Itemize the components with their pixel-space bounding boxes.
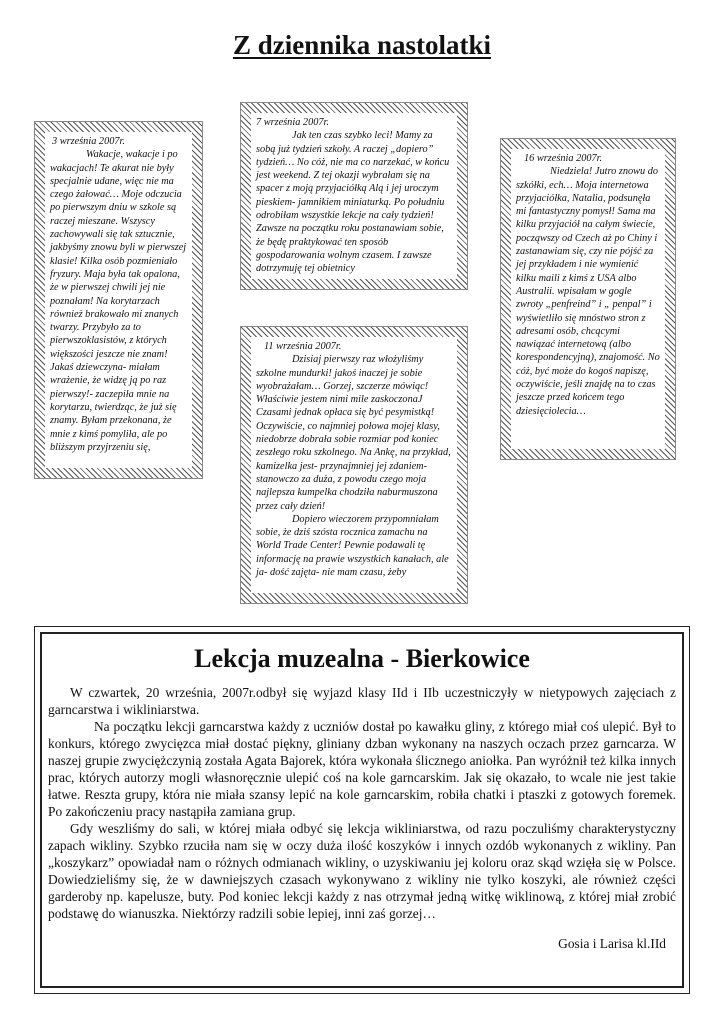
article-title: Lekcja muzealna - Bierkowice — [194, 644, 530, 673]
article-box — [34, 626, 690, 994]
diary-entry-sep-11 — [240, 326, 468, 604]
diary-entry-sep-16 — [500, 138, 676, 460]
diary-date: 3 września 2007r. — [52, 136, 125, 147]
diary-text: Niedziela! Jutro znowu do szkółki, ech… Moja internetowa przyjaciółka, Natalia, podsunęła mi fantastyczny pomysł! Sama ma kilku przyjaciół na całym świecie, począwszy od Czech aż po Chiny i zastanawiam się, czy nie pójść za jej przykładem i nie wymienić kilku maili z kimś z USA albo Australii. wpisałam w gogle zwroty „penfreind” i „ penpal” i wyświetliło się mnóstwo stron z adresami osób, chcącymi nawiązać internetową (albo korespondencyjną), znajomość. No cóż, być może do kogoś napiszę, oczywiście, jeśli znajdę na to czas jeszcze przed końcem tego dziesięciolecia… — [516, 166, 660, 417]
diary-date: 11 września 2007r. — [264, 341, 342, 352]
diary-text: Jak ten czas szybko leci! Mamy za sobą już tydzień szkoły. A raczej „dopiero” tydzień… No cóż, nie ma co narzekać, w końcu jest weekend. Z tej okazji wybrałam się na spacer z moją przyjaciółką Alą i jej uroczym pieskiem- jamnikiem miniaturką. Po południu odrobiłam wszystkie lekcje na cały tydzień! Zawsze na początku roku postanawiam sobie, że będę praktykować ten sposób gospodarowania wolnym czasem. I zawsze dotrzymuję tej obietnicy — [256, 130, 450, 275]
diary-text: Wakacje, wakacje i po wakacjach! Te akurat nie były specjalnie udane, więc nie ma czego żałować… Moje odczucia po pierwszym dniu w szkole są raczej mieszane. Wszyscy zachowywali się tak sztucznie, jakbyśmy znowu byli w pierwszej klasie! Kilka osób pozmieniało fryzury. Maja była tak opalona, że w pierwszej chwili jej nie poznałam! Na korytarzach również brakowało mi znanych twarzy. Przybyło za to pierwszoklasistów, z których większości jeszcze nie znam! Jakaś dziewczyna- miałam wrażenie, że widzę ją po raz pierwszy!- zaczepiła mnie na korytarzu, twierdząc, że już się znamy. Byłam przekonana, że mnie z kimś pomyliła, ale po bliższym przyjrzeniu się, — [50, 149, 187, 453]
diary-text: Dopiero wieczorem przypomniałam sobie, że dziś szósta rocznica zamachu na World Trade Center! Pewnie podawali tę informację na prawie wszystkich kanałach, ale ja- dość zajęta- nie mam czasu, żeby — [256, 513, 449, 579]
article-signature: Gosia i Larisa kl.IId — [558, 936, 666, 951]
diary-entry-sep-3 — [34, 121, 203, 479]
diary-text: Dzisiaj pierwszy raz włożyliśmy szkolne mundurki! jakoś inaczej je sobie wyobrażałam… Gorzej, szczerze mówiąc! Właściwie jestem nimi mile zaskoczonaJ Czasami jednak opłaca się być pesymistką! Oczywiście, co najmniej połowa mojej klasy, niedobrze dobrała sobie rozmiar pod koniec zeszłego roku szkolnego. Na Ankę, na przykład, kamizelka jest- przynajmniej jej zdaniem- stanowczo za duża, z powodu czego moja najlepsza kumpelka chodziła naburmuszona przez cały dzień! — [256, 354, 451, 512]
article-paragraph: Na początku lekcji garncarstwa każdy z uczniów dostał po kawałku gliny, z którego miał coś ulepić. Był to konkurs, którego zwycięzca miał dostać piękny, gliniany dzban wykonany na naszych oczach przez garncarza. W naszej grupie zwyciężczynią została Agata Bajorek, która wykonała ślicznego aniołka. Pan wyróżnił też kilka innych prac, których autorzy mogli własnoręcznie ulepić coś na kole garncarskim. Jak się okazało, to wcale nie jest takie łatwe. Reszta grupy, która nie miała szansy lepić na kole garncarskim, robiła chatki i ptaszki z gotowych foremek. Po zakończeniu pracy nastąpiła zamiana grup. — [48, 719, 676, 819]
page-title: Z dziennika nastolatki — [232, 30, 492, 60]
article-inner-frame — [40, 632, 684, 988]
diary-entry-sep-7 — [240, 102, 468, 290]
diary-date: 7 września 2007r. — [256, 117, 329, 128]
article-body — [48, 684, 676, 922]
article-paragraph: Gdy weszliśmy do sali, w której miała odbyć się lekcja wikliniarstwa, od razu poczuliśmy charakterystyczny zapach wikliny. Szybko rzuciła nam się w oczy duża ilość koszyków i innych ozdób wykonanych z wikliny. Pan „koszykarz” opowiadał nam o różnych odmianach wikliny, o uzyskiwaniu jej koloru oraz skąd wzięła się w Polsce. Dowiedzieliśmy się, że w dawniejszych czasach wykonywano z wikliny nie tylko koszyki, ale również części garderoby np. kapelusze, buty. Pod koniec lekcji każdy z nas otrzymał jedną witkę wiklinową, z której miał zrobić podstawę do wianuszka. Niektórzy radzili sobie lepiej, inni zaś gorzej… — [48, 821, 676, 921]
article-paragraph: W czwartek, 20 września, 2007r.odbył się wyjazd klasy IId i IIb uczestniczyły w nietypowych zajęciach z garncarstwa i wikliniarstwa. — [48, 685, 676, 717]
diary-date: 16 września 2007r. — [524, 153, 603, 164]
